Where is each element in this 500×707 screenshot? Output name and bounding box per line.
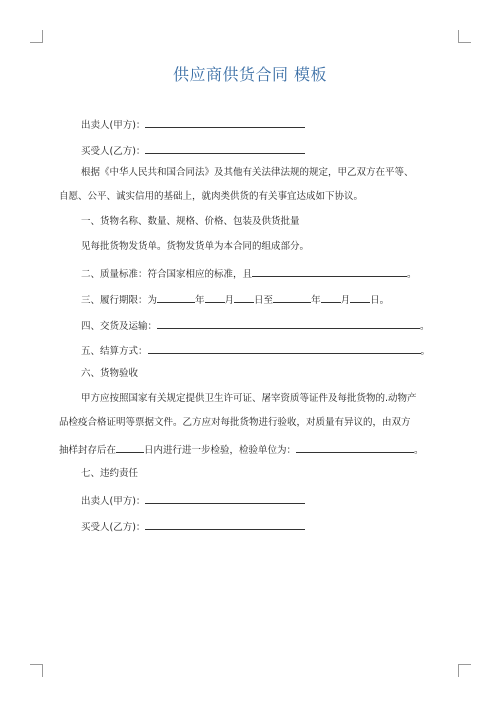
corner-mark-bottom-right xyxy=(458,664,471,677)
inspection-unit-text: 日内进行进一步检验，检验单位为： xyxy=(144,445,297,456)
section-5-label: 五、结算方式： xyxy=(81,346,148,357)
intro-paragraph-line-1: 根据《中华人民共和国合同法》及其他有关法律法规的规定，甲乙双方在平等、 xyxy=(81,167,414,178)
period-mark: 。 xyxy=(414,445,424,456)
party-b-blank[interactable] xyxy=(145,142,305,154)
inspection-days-blank[interactable] xyxy=(116,441,144,453)
party-a-blank[interactable] xyxy=(145,116,305,128)
start-year-blank[interactable] xyxy=(157,291,195,303)
document-title: 供应商供货合同 模板 xyxy=(172,65,328,84)
inspection-unit-blank[interactable] xyxy=(296,441,414,453)
end-month-blank[interactable] xyxy=(321,291,341,303)
end-day-blank[interactable] xyxy=(350,291,370,303)
sign-party-b-blank[interactable] xyxy=(145,518,305,530)
sampling-text: 抽样封存后在 xyxy=(59,445,117,456)
intro-paragraph-line-2: 自愿、公平、诚实信用的基础上，就肉类供货的有关事宜达成如下协议。 xyxy=(59,191,364,202)
settlement-method-blank[interactable] xyxy=(148,342,421,354)
section-6-body-line-2: 品检疫合格证明等票据文件。乙方应对每批货物进行验收，对质量有异议的，由双方 xyxy=(59,417,411,428)
section-4-line xyxy=(81,317,430,334)
section-3-label: 三、履行期限：为 xyxy=(81,295,158,306)
sign-party-a-line xyxy=(81,492,305,509)
month-label: 月 xyxy=(224,295,235,306)
start-month-blank[interactable] xyxy=(205,291,225,303)
section-5-line xyxy=(81,342,430,359)
section-2-line xyxy=(81,265,417,282)
delivery-transport-blank[interactable] xyxy=(157,317,420,329)
day-to-label: 日至 xyxy=(254,295,274,306)
section-1-title: 一、货物名称、数量、规格、价格、包装及供货批量 xyxy=(81,216,300,227)
sign-party-b-label: 买受人(乙方)： xyxy=(81,522,146,533)
section-7-title: 七、违约责任 xyxy=(81,468,139,479)
corner-mark-top-right xyxy=(458,30,471,43)
section-4-label: 四、交货及运输： xyxy=(81,321,158,332)
party-a-line xyxy=(81,116,305,133)
sign-party-a-label: 出卖人(甲方)： xyxy=(81,496,146,507)
section-6-body-line-3 xyxy=(59,441,424,458)
sign-party-b-line xyxy=(81,518,305,535)
day-end-label: 日。 xyxy=(370,295,390,306)
year-label: 年 xyxy=(311,295,321,306)
period-mark: 。 xyxy=(420,321,430,332)
period-mark: 。 xyxy=(420,346,431,357)
year-label: 年 xyxy=(195,295,205,306)
corner-mark-top-left xyxy=(30,30,43,43)
section-6-body-line-1: 甲方应按照国家有关规定提供卫生许可证、屠宰资质等证件及每批货物的.动物产 xyxy=(81,393,417,404)
section-1-body: 见每批货物发货单。货物发货单为本合同的组成部分。 xyxy=(81,241,310,252)
period-mark: 。 xyxy=(407,269,417,280)
start-day-blank[interactable] xyxy=(234,291,254,303)
party-b-line xyxy=(81,142,305,159)
section-3-line xyxy=(81,291,389,308)
section-6-title: 六、货物验收 xyxy=(81,368,139,379)
end-year-blank[interactable] xyxy=(273,291,311,303)
quality-standard-blank[interactable] xyxy=(252,265,407,277)
party-a-label: 出卖人(甲方)： xyxy=(81,120,146,131)
party-b-label: 买受人(乙方)： xyxy=(81,146,146,157)
corner-mark-bottom-left xyxy=(30,664,43,677)
month-label: 月 xyxy=(340,295,351,306)
sign-party-a-blank[interactable] xyxy=(145,492,305,504)
section-2-label: 二、质量标准：符合国家相应的标准，且 xyxy=(81,269,253,280)
